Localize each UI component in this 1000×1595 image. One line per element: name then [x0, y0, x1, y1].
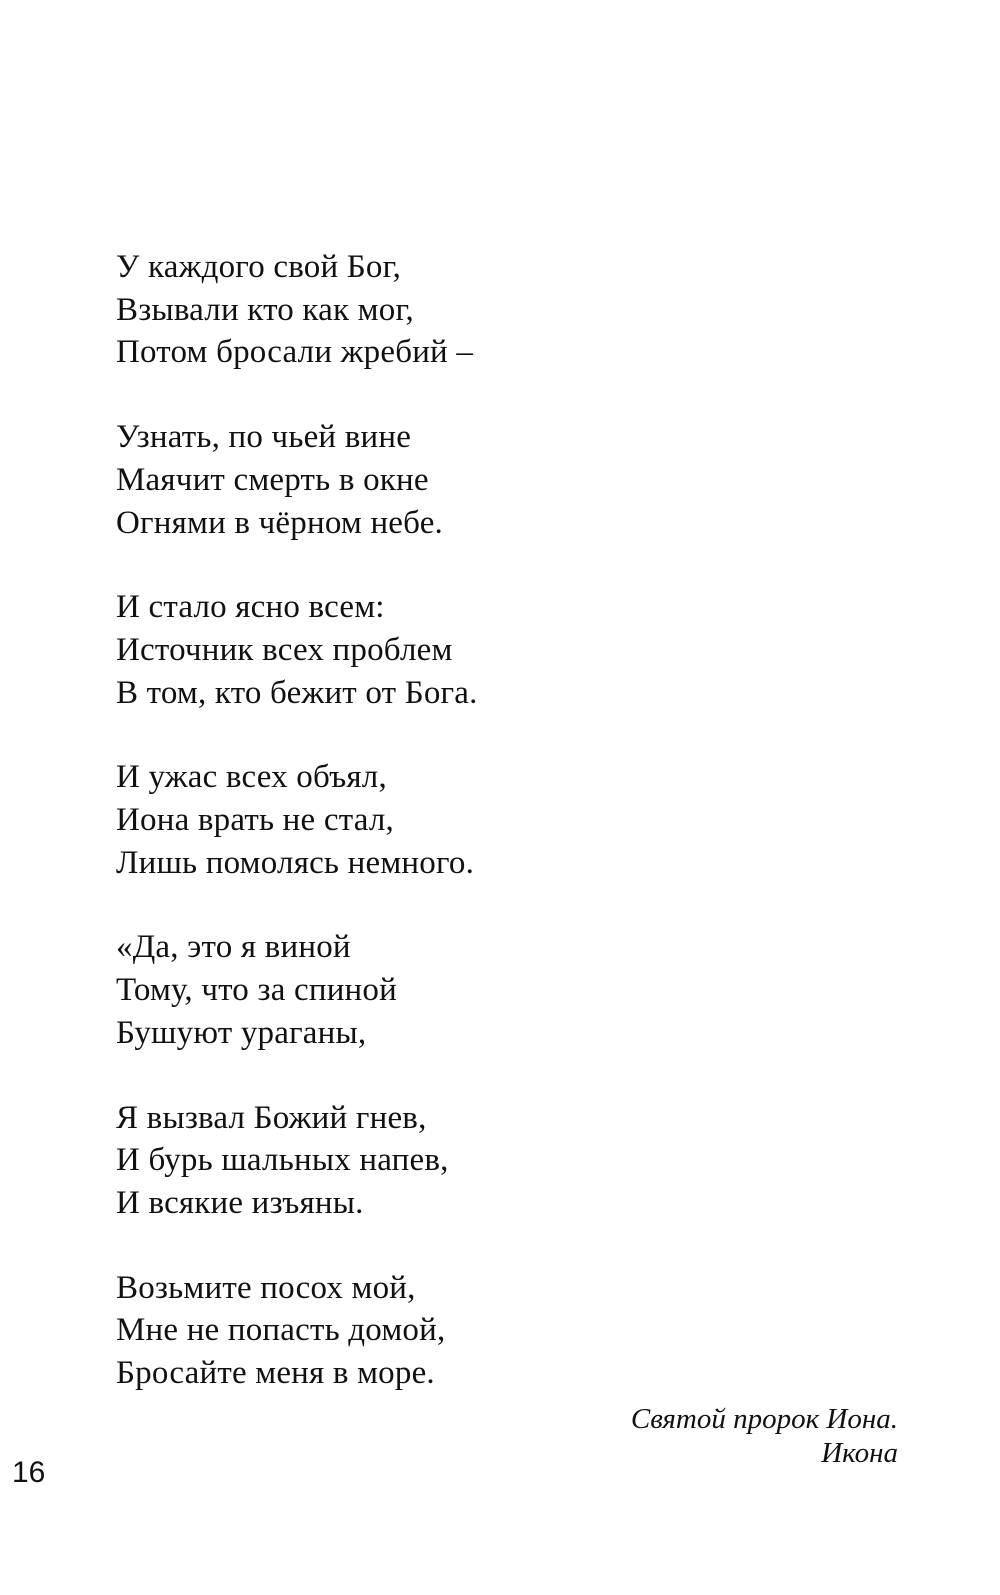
poem-line: Маячит смерть в окне [116, 461, 429, 498]
poem-line: Огнями в чёрном небе. [116, 504, 443, 541]
poem-line: Источник всех проблем [116, 631, 453, 668]
poem-line: Бушуют ураганы, [116, 1014, 367, 1051]
page-number: 16 [12, 1456, 46, 1489]
poem-line: Узнать, по чьей вине [116, 419, 412, 456]
stanza-7 [116, 1267, 736, 1395]
caption-line: Святой пророк Иона. [630, 1403, 898, 1435]
poem-line: Лишь помолясь немного. [116, 844, 475, 881]
poem-line: Иона врать не стал, [116, 802, 394, 839]
poem-line: Я вызвал Божий гнев, [116, 1099, 427, 1136]
poem-line: «Да, это я виной [116, 929, 351, 966]
poem-line: Бросайте меня в море. [116, 1355, 435, 1392]
stanza-5 [116, 926, 736, 1054]
poem-line: В том, кто бежит от Бога. [116, 674, 478, 711]
poem-line: И ужас всех объял, [116, 759, 387, 796]
poem-line: Возьмите посох мой, [116, 1269, 416, 1306]
stanza-2 [116, 416, 736, 544]
poem [116, 246, 736, 1437]
stanza-6 [116, 1097, 736, 1225]
stanza-4 [116, 756, 736, 884]
stanza-3 [116, 586, 736, 714]
poem-line: И всякие изъяны. [116, 1184, 364, 1221]
poem-line: И стало ясно всем: [116, 589, 385, 626]
poem-line: Тому, что за спиной [116, 972, 397, 1009]
poem-line: Взывали кто как мог, [116, 291, 414, 328]
poem-line: У каждого свой Бог, [116, 249, 402, 285]
poem-line: Мне не попасть домой, [116, 1312, 446, 1349]
poem-line: И бурь шальных напев, [116, 1142, 449, 1179]
stanza-1 [116, 246, 736, 374]
caption-line: Икона [821, 1437, 898, 1469]
illustration-caption [631, 1402, 898, 1470]
poem-line: Потом бросали жребий – [116, 334, 474, 371]
